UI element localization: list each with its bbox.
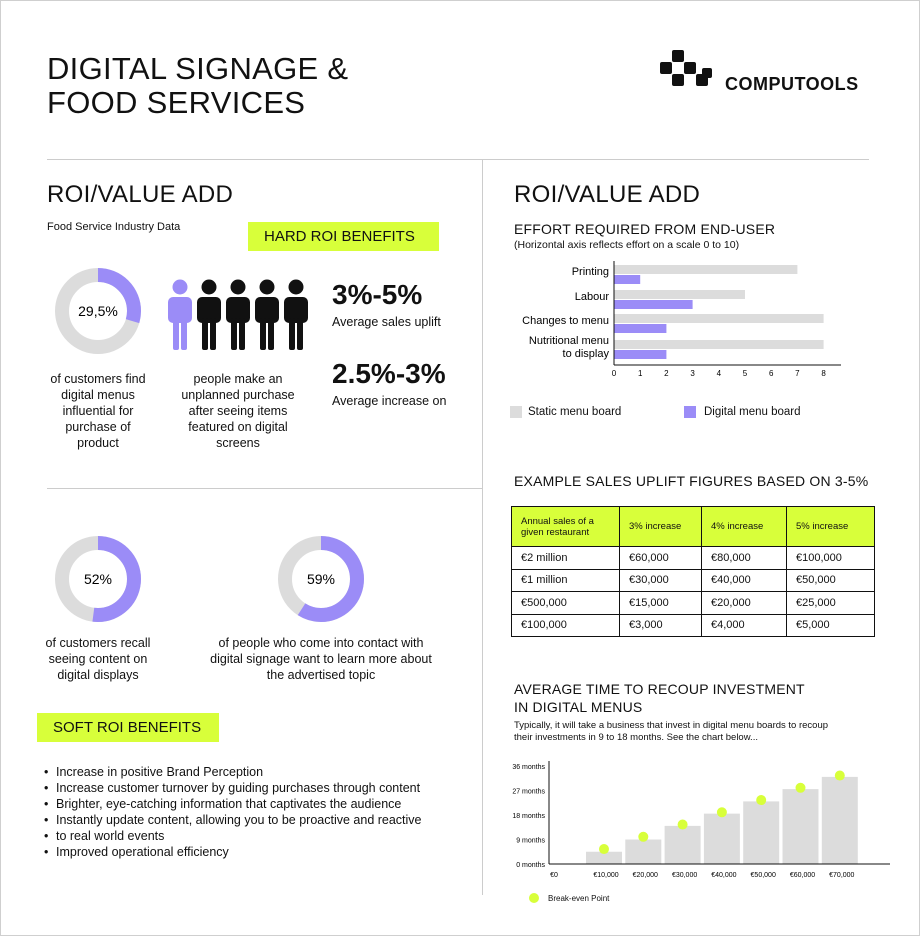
x-tick-label: 7: [795, 369, 800, 378]
category-label: to display: [562, 348, 609, 360]
break-even-legend-icon: [528, 892, 540, 904]
bar-static: [614, 265, 797, 274]
divider-vertical: [482, 160, 483, 895]
divider-top: [47, 159, 869, 160]
bar-digital: [614, 300, 693, 309]
table-cell: €100,000: [512, 614, 620, 637]
x-tick-label: €0: [550, 872, 558, 879]
title-line-2: FOOD SERVICES: [47, 85, 306, 120]
list-item-continuation: • to real world events: [44, 828, 464, 844]
x-tick-label: €20,000: [632, 872, 658, 879]
y-tick-label: 18 months: [512, 813, 545, 820]
y-tick-label: 27 months: [512, 788, 545, 796]
break-even-legend-label: Break-even Point: [548, 894, 610, 903]
x-tick-label: 3: [690, 369, 695, 378]
break-even-point: [638, 832, 648, 842]
right-section-title: ROI/VALUE ADD: [514, 181, 701, 208]
x-tick-label: 8: [821, 369, 826, 378]
caption-line: of customers recall: [45, 636, 151, 650]
stat-average-increase-label: Average increase on: [332, 394, 447, 408]
donut-label: 59%: [306, 571, 336, 587]
brand-name: COMPUTOOLS: [725, 74, 859, 94]
legend-swatch-digital: [684, 406, 696, 418]
bar: [665, 826, 701, 864]
table-cell: €80,000: [702, 547, 787, 570]
table-header: 3% increase: [620, 507, 702, 547]
caption-line: influential for: [62, 404, 134, 418]
category-label: Changes to menu: [522, 315, 609, 327]
legend-label-static: Static menu board: [528, 406, 622, 418]
donut-label: 52%: [83, 571, 113, 587]
y-tick-label: 9 months: [516, 837, 545, 845]
stat-sales-uplift-value: 3%-5%: [332, 279, 423, 310]
x-tick-label: 0: [611, 369, 617, 378]
bar: [822, 777, 858, 864]
x-tick-label: €10,000: [593, 872, 619, 879]
table-cell: €1 million: [512, 569, 620, 592]
table-header: 4% increase: [702, 507, 787, 547]
caption-line: after seeing items: [188, 404, 288, 418]
legend-label-digital: Digital menu board: [704, 406, 801, 418]
caption-line: digital menus: [61, 388, 135, 402]
effort-chart-title: EFFORT REQUIRED FROM END-USER: [514, 221, 776, 237]
people-icons: [164, 278, 312, 352]
divider-left-mid: [47, 488, 482, 489]
soft-benefits-list: [44, 764, 464, 860]
sales-uplift-table: [511, 506, 875, 637]
table-cell: €4,000: [702, 614, 787, 637]
break-even-point: [796, 783, 806, 793]
donut-chart-29: [54, 267, 142, 355]
table-cell: €5,000: [787, 614, 875, 637]
x-tick-label: 5: [742, 369, 748, 378]
donut-chart-59: [277, 535, 365, 623]
stat-sales-uplift-label: Average sales uplift: [332, 315, 441, 329]
stat-average-increase-value: 2.5%-3%: [332, 358, 446, 389]
table-row: [512, 614, 875, 637]
bar-digital: [614, 350, 666, 359]
x-tick-label: 1: [637, 369, 643, 378]
bar: [743, 801, 779, 864]
table-cell: €25,000: [787, 592, 875, 615]
recoup-description: [514, 720, 828, 744]
x-tick-label: €40,000: [711, 872, 737, 879]
caption-line: product: [77, 436, 119, 450]
recoup-title-line: AVERAGE TIME TO RECOUP INVESTMENT: [514, 681, 805, 697]
table-cell: €15,000: [620, 592, 702, 615]
bar-static: [614, 340, 824, 349]
caption-line: seeing content on: [48, 652, 148, 666]
break-even-point: [599, 844, 609, 854]
bar-digital: [614, 275, 640, 284]
page-title: [47, 52, 348, 120]
caption-line: digital displays: [57, 668, 139, 682]
recoup-chart-title: [514, 680, 805, 716]
category-label: Printing: [571, 266, 609, 278]
bar-static: [614, 314, 824, 323]
bar-digital: [614, 324, 666, 333]
person-icon: [226, 280, 250, 351]
bar: [625, 840, 661, 865]
table-cell: €40,000: [702, 569, 787, 592]
table-cell: €60,000: [620, 547, 702, 570]
category-label: Nutritional menu: [528, 335, 609, 347]
table-row: [512, 592, 875, 615]
list-item: • Improved operational efficiency: [44, 844, 464, 860]
left-section-title: ROI/VALUE ADD: [47, 181, 234, 208]
caption-line: the advertised topic: [266, 668, 376, 682]
recoup-text-line: Typically, it will take a business that invest in digital menu boards to recoup: [514, 720, 829, 731]
donut-chart-52: [54, 535, 142, 623]
person-icon: [255, 280, 279, 351]
table-cell: €100,000: [787, 547, 875, 570]
table-cell: €2 million: [512, 547, 620, 570]
table-row: [512, 569, 875, 592]
bar-static: [614, 290, 745, 299]
bar: [704, 814, 740, 864]
person-icon: [197, 280, 221, 351]
x-tick-label: €70,000: [829, 872, 855, 879]
x-tick-label: 2: [664, 369, 669, 378]
list-item: • Brighter, eye-catching information that captivates the audience: [44, 796, 464, 812]
effort-bar-chart: [505, 258, 850, 380]
uplift-table-title: EXAMPLE SALES UPLIFT FIGURES BASED ON 3-5%: [514, 473, 869, 489]
soft-roi-badge: SOFT ROI BENEFITS: [37, 713, 219, 742]
break-even-point: [835, 771, 845, 781]
donut2-caption: [30, 635, 166, 683]
recoup-title-line: IN DIGITAL MENUS: [514, 699, 643, 715]
computools-logo-icon: [660, 50, 716, 90]
caption-line: screens: [216, 436, 260, 450]
caption-line: unplanned purchase: [181, 388, 295, 402]
table-cell: €500,000: [512, 592, 620, 615]
x-tick-label: €50,000: [750, 872, 776, 879]
effort-chart-subtitle: (Horizontal axis reflects effort on a scale 0 to 10): [514, 239, 740, 251]
title-line-1: DIGITAL SIGNAGE &: [47, 51, 349, 86]
list-item: • Instantly update content, allowing you to be proactive and reactive: [44, 812, 464, 828]
x-tick-label: 6: [768, 369, 774, 378]
caption-line: featured on digital: [188, 420, 288, 434]
y-tick-label: 0 months: [516, 862, 545, 869]
recoup-text-line: their investments in 9 to 18 months. See the chart below...: [514, 732, 758, 743]
table-row: [512, 547, 875, 570]
donut3-caption: [191, 635, 451, 683]
break-even-point: [678, 820, 688, 830]
caption-line: purchase of: [65, 420, 131, 434]
legend-swatch-static: [510, 406, 522, 418]
donut1-caption: [30, 371, 166, 451]
table-cell: €3,000: [620, 614, 702, 637]
caption-line: people make an: [193, 372, 283, 386]
break-even-point: [756, 795, 766, 805]
person-icon: [284, 280, 308, 351]
y-tick-label: 36 months: [512, 764, 545, 771]
caption-line: of customers find: [50, 372, 146, 386]
x-tick-label: 4: [716, 369, 722, 378]
table-header-row: [512, 507, 875, 547]
break-even-point: [717, 807, 727, 817]
category-label: Labour: [574, 291, 609, 303]
list-item: • Increase customer turnover by guiding purchases through content: [44, 780, 464, 796]
table-cell: €50,000: [787, 569, 875, 592]
table-cell: €30,000: [620, 569, 702, 592]
table-header: Annual sales of a given restaurant: [512, 507, 620, 547]
caption-line: of people who come into contact with: [218, 636, 424, 650]
bar: [783, 789, 819, 864]
caption-line: digital signage want to learn more about: [210, 652, 432, 666]
left-subtitle: Food Service Industry Data: [47, 221, 181, 233]
table-header: 5% increase: [787, 507, 875, 547]
hard-roi-badge: HARD ROI BENEFITS: [248, 222, 439, 251]
people-caption: [164, 371, 312, 451]
person-icon: [168, 280, 192, 351]
table-cell: €20,000: [702, 592, 787, 615]
recoup-bar-chart: [500, 756, 895, 884]
x-tick-label: €60,000: [789, 872, 816, 879]
x-tick-label: €30,000: [671, 872, 698, 879]
donut-label: 29,5%: [78, 303, 118, 319]
list-item: • Increase in positive Brand Perception: [44, 764, 464, 780]
